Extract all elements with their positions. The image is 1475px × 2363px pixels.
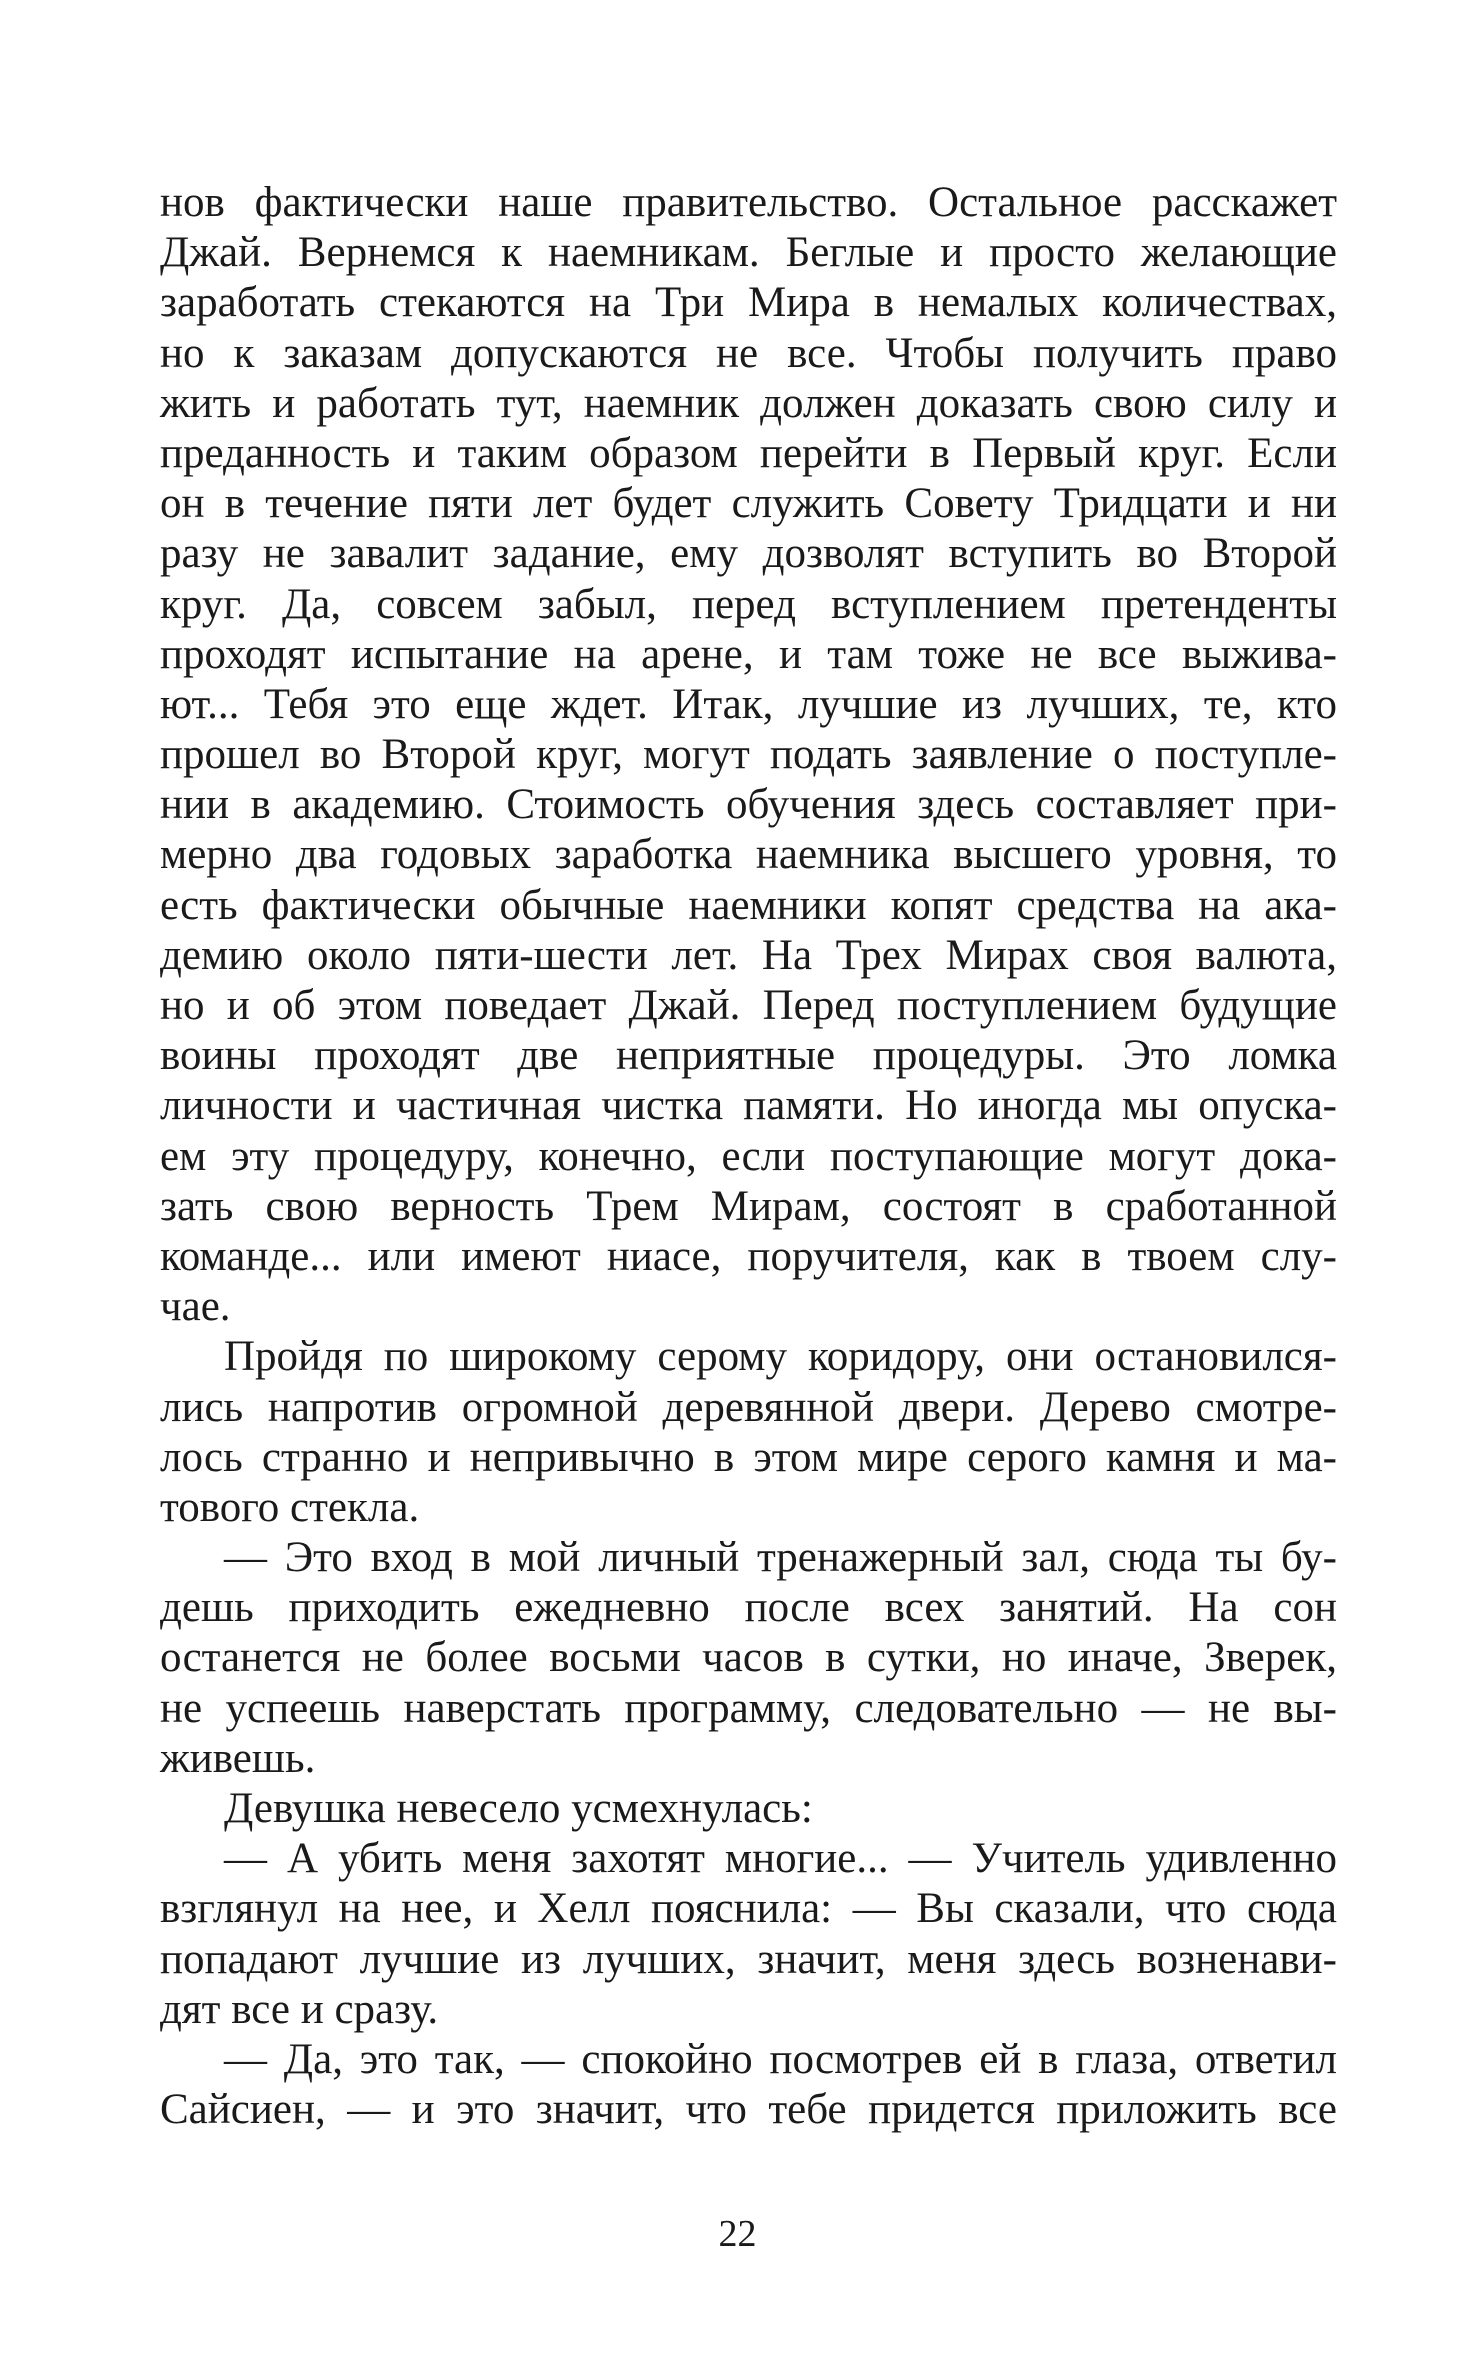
text-line: преданность и таким образом перейти в Первый круг. Если — [160, 429, 1337, 477]
text-line: нии в академию. Стоимость обучения здесь составляет при- — [160, 781, 1337, 829]
text-line: жить и работать тут, наемник должен доказать свою силу и — [160, 379, 1337, 427]
text-line: зать свою верность Трем Мирам, состоят в сработанной — [160, 1182, 1337, 1230]
text-line: тового стекла. — [160, 1483, 420, 1531]
text-line: он в течение пяти лет будет служить Совету Тридцати и ни — [160, 480, 1337, 528]
text-line: не успеешь наверстать программу, следовательно — не вы- — [160, 1684, 1337, 1732]
text-line: личности и частичная чистка памяти. Но иногда мы опуска- — [160, 1082, 1337, 1130]
text-line: живешь. — [160, 1734, 316, 1782]
text-line: но к заказам допускаются не все. Чтобы получить право — [160, 329, 1337, 377]
text-line: заработать стекаются на Три Мира в немалых количествах, — [160, 279, 1337, 327]
text-line: лось странно и непривычно в этом мире серого камня и ма- — [160, 1433, 1337, 1481]
text-line: мерно два годовых заработка наемника высшего уровня, то — [160, 831, 1337, 879]
text-line: прошел во Второй круг, могут подать заявление о поступле- — [160, 731, 1337, 779]
text-line: но и об этом поведает Джай. Перед поступлением будущие — [160, 982, 1337, 1029]
text-line: попадают лучшие из лучших, значит, меня здесь возненави- — [160, 1935, 1337, 1983]
body-text — [160, 178, 1337, 2135]
text-line: — Это вход в мой личный тренажерный зал, сюда ты бу- — [224, 1534, 1337, 1582]
page-number: 22 — [718, 2213, 757, 2255]
text-line: останется не более восьми часов в сутки, но иначе, Зверек, — [160, 1634, 1337, 1682]
text-line: демию около пяти-шести лет. На Трех Мирах своя валюта, — [160, 931, 1337, 979]
text-line: Сайсиен, — и это значит, что тебе придется приложить все — [160, 2086, 1337, 2134]
text-line: лись напротив огромной деревянной двери. Дерево смотре- — [160, 1383, 1337, 1431]
text-line: Пройдя по широкому серому коридору, они остановился- — [224, 1333, 1337, 1381]
text-line: круг. Да, совсем забыл, перед вступлением претенденты — [160, 580, 1337, 628]
text-line: проходят испытание на арене, и там тоже не все выжива- — [160, 630, 1337, 678]
text-line: нов фактически наше правительство. Остальное расскажет — [160, 179, 1337, 226]
text-line: воины проходят две неприятные процедуры. Это ломка — [160, 1032, 1337, 1080]
text-line: ют... Тебя это еще ждет. Итак, лучшие из лучших, те, кто — [160, 680, 1337, 728]
text-line: дят все и сразу. — [160, 1985, 439, 2033]
text-line: ем эту процедуру, конечно, если поступающие могут дока- — [160, 1132, 1337, 1180]
text-line: Девушка невесело усмехнулась: — [224, 1785, 813, 1832]
text-line: дешь приходить ежедневно после всех занятий. На сон — [160, 1584, 1337, 1632]
text-line: команде... или имеют ниасе, поручителя, как в твоем слу- — [160, 1232, 1337, 1280]
text-line: — Да, это так, — спокойно посмотрев ей в глаза, ответил — [224, 2035, 1337, 2083]
text-line: — А убить меня захотят многие... — Учитель удивленно — [224, 1835, 1337, 1883]
text-line: Джай. Вернемся к наемникам. Беглые и просто желающие — [160, 229, 1337, 277]
text-line: чае. — [160, 1283, 231, 1331]
text-line: есть фактически обычные наемники копят средства на ака- — [160, 881, 1337, 929]
text-line: разу не завалит задание, ему дозволят вступить во Второй — [160, 530, 1337, 578]
text-line: взглянул на нее, и Хелл пояснила: — Вы сказали, что сюда — [160, 1885, 1337, 1933]
